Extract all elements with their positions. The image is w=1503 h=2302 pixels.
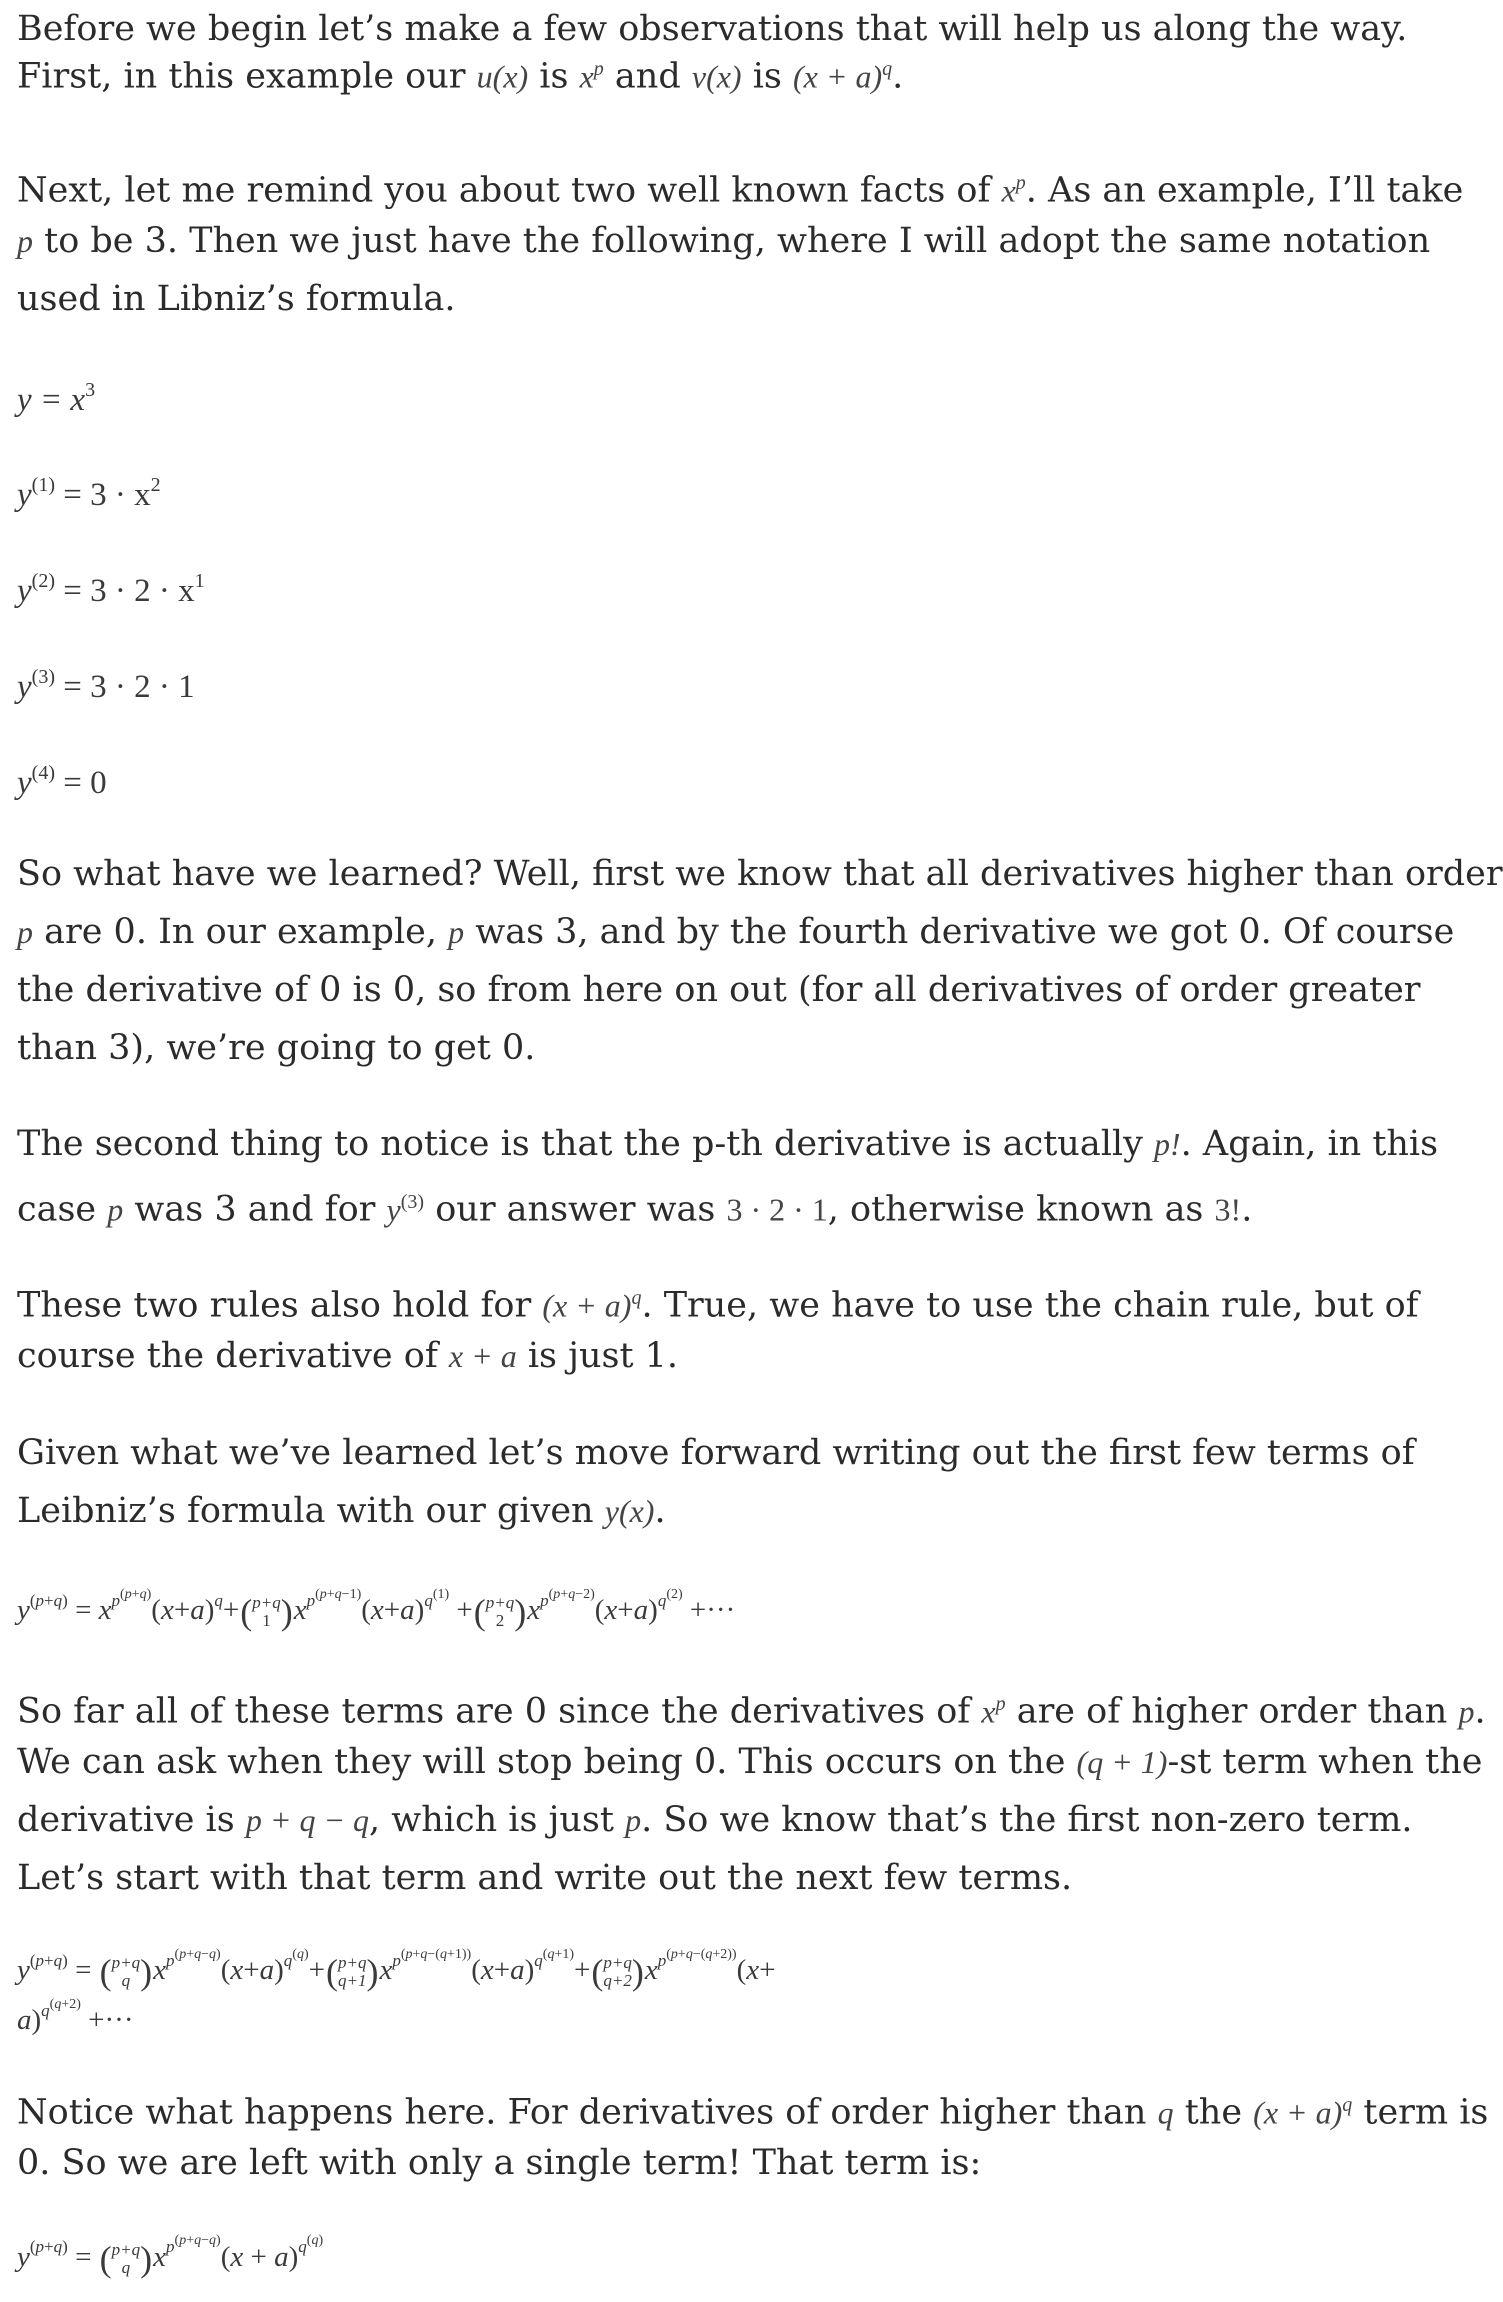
derivative-4: $y^{(4)} = 0$ xyxy=(17,762,107,801)
derivative-0: $y = x^3$ xyxy=(17,379,96,418)
derivative-2: $y^{(2)} = 3 \cdot 2 \cdot x^1$ xyxy=(17,570,205,609)
derivative-3: $y^{(3)} = 3 \cdot 2 \cdot 1$ xyxy=(17,666,195,705)
paragraph-2-line-2: p to be 3. Then we just have the following, where I will adopt the same notation xyxy=(17,221,1431,261)
paragraph-5-line-2: course the derivative of x + a is just 1. xyxy=(17,1336,679,1376)
paragraph-3-line-1: So what have we learned? Well, first we know that all derivatives higher than order xyxy=(17,854,1503,894)
final-term-equation: $y^{(p+q)}$ = ( p+q q )$x^{p^{(p+q-q)}}(x + a)^{q^{(q)}}$ xyxy=(17,2233,324,2280)
paragraph-2-line-3: used in Libniz’s formula. xyxy=(17,279,456,319)
paragraph-8-line-1: Notice what happens here. For derivatives of order higher than q the $(x + a)^q$ term is xyxy=(17,2092,1489,2133)
paragraph-3-line-2: p are 0. In our example, p was 3, and by the fourth derivative we got 0. Of course xyxy=(17,912,1455,952)
paragraph-2-line-1: Next, let me remind you about two well known facts of $x^p$. As an example, I’ll take xyxy=(17,170,1464,211)
paragraph-7-line-2: We can ask when they will stop being 0. This occurs on the (q + 1)-st term when the xyxy=(17,1742,1483,1782)
paragraph-6-line-1: Given what we’ve learned let’s move forward writing out the first few terms of xyxy=(17,1433,1415,1473)
paragraph-1-line-2: First, in this example our u(x) is $x^p$ and v(x) is $(x + a)^q$. xyxy=(17,56,904,97)
paragraph-7-line-1: So far all of these terms are 0 since the derivatives of $x^p$ are of higher order than p. xyxy=(17,1691,1486,1732)
paragraph-8-line-2: 0. So we are left with only a single term! That term is: xyxy=(17,2143,982,2183)
paragraph-7-line-4: Let’s start with that term and write out the next few terms. xyxy=(17,1858,1073,1898)
derivative-1: $y^{(1)} = 3 \cdot x^2$ xyxy=(17,474,161,513)
paragraph-4-line-1: The second thing to notice is that the p-th derivative is actually p!. Again, in this xyxy=(17,1124,1439,1164)
paragraph-4-line-2: case p was 3 and for $y^{(3)}$ our answer was 3 · 2 · 1, otherwise known as 3!. xyxy=(17,1189,1253,1230)
paragraph-5-line-1: These two rules also hold for $(x + a)^q$. True, we have to use the chain rule, but of xyxy=(17,1285,1419,1326)
nonzero-terms-equation: $y^{(p+q)}$ = ( p+q q )$x^{p^{(p+q-q)}}(x+a)^{q^{(q)}}+$( p+q q+1 )$x^{p^{(p+q-(q+1))}}(x+a)^{q^{(q+1)}}+$( p+q q+2 )$x^{p^{(p+q-(q+2))}}(x+$ xyxy=(17,1947,776,1993)
paragraph-6-line-2: Leibniz’s formula with our given y(x). xyxy=(17,1491,666,1531)
leibniz-expansion-equation: $y^{(p+q)} = x^{p^{(p+q)}}(x+a)^q+$( p+q 1 )$x^{p^{(p+q-1)}}(x+a)^{q^{(1)}}$ +( p+q 2 )$x^{p^{(p+q-2)}}(x+a)^{q^{(2)}}$ +··· xyxy=(17,1587,736,1633)
paragraph-3-line-3: the derivative of 0 is 0, so from here on out (for all derivatives of order greater xyxy=(17,970,1421,1010)
paragraph-7-line-3: derivative is p + q − q, which is just p. So we know that’s the first non-zero term. xyxy=(17,1800,1413,1840)
paragraph-1-line-1: Before we begin let’s make a few observations that will help us along the way. xyxy=(17,9,1408,49)
paragraph-3-line-4: than 3), we’re going to get 0. xyxy=(17,1028,536,1068)
nonzero-terms-equation-continued: a)$^{q^{(q+2)}}$ +··· xyxy=(17,1997,134,2036)
